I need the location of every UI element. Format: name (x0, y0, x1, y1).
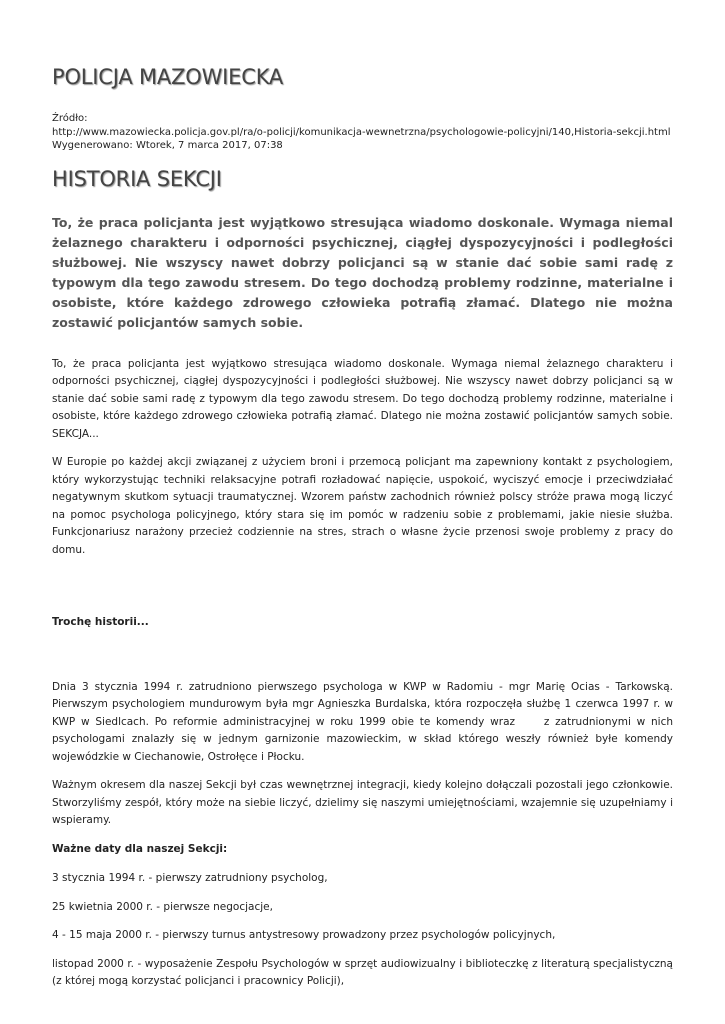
dates-heading: Ważne daty dla naszej Sekcji: (52, 842, 228, 855)
paragraph-intro: To, że praca policjanta jest wyjątkowo stresująca wiadomo doskonale. Wymaga niemal żelaznego charakteru i odporności psychicznej, ciągłej dyspozycyjności i podległości służbowej. Nie wszyscy nawet dobrzy policjanci są w stanie dać sobie sami radę z typowym dla tego zawodu stresem. Do tego dochodzą problemy rodzinne, materialne i osobiste, które każdego zdrowego człowieka potrafią złamać. Dlatego nie można zostawić policjantów samych sobie. SEKCJA... (52, 357, 673, 440)
document-meta (52, 112, 673, 153)
history-heading: Trochę historii... (52, 616, 149, 628)
paragraph-europe: W Europie po każdej akcji związanej z użyciem broni i przemocą policjant ma zapewniony kontakt z psychologiem, który wykorzystując techniki relaksacyjne potrafi rozładować napięcie, uspokoić, wyciszyć emocje i przeciwdziałać negatywnym skutkom sytuacji traumatycznej. Wzorem państw zachodnich również polscy stróże prawa mogą liczyć na pomoc psychologa policyjnego, który stara się im pomóc w radzeniu sobie z problemami, jakie niesie służba. Funkcjonariusz narażony przecież codziennie na stres, strach o własne życie przenosi swoje problemy z pracy do domu. (52, 456, 673, 556)
site-title: POLICJA MAZOWIECKA (52, 65, 284, 89)
source-label: Źródło: (52, 113, 88, 124)
generated-date: Wygenerowano: Wtorek, 7 marca 2017, 07:38 (52, 140, 283, 151)
article-title: HISTORIA SEKCJI (52, 166, 222, 191)
source-url: http://www.mazowiecka.policja.gov.pl/ra/o-policji/komunikacja-wewnetrzna/psychologowie-policyjni/140,Historia-sekcji.html (52, 126, 671, 138)
paragraph-history: Dnia 3 stycznia 1994 r. zatrudniono pierwszego psychologa w KWP w Radomiu - mgr Marię Ocias - Tarkowską. Pierwszym psychologiem mundurowym była mgr Agnieszka Burdalska, która rozpoczęła służbę 1 czerwca 1997 r. w KWP w Siedlcach. Po reformie administracyjnej w roku 1999 obie te komendy wraz z zatrudnionymi w nich psychologami znalazły się w jednym garnizonie mazowieckim, w skład którego weszły również byłe komendy wojewódzkie w Ciechanowie, Ostrołęce i Płocku. (52, 680, 677, 763)
article-lead: To, że praca policjanta jest wyjątkowo stresująca wiadomo doskonale. Wymaga niemal żelaznego charakteru i odporności psychicznej, ciągłej dyspozycyjności i podległości służbowej. Nie wszyscy nawet dobrzy policjanci są w stanie dać sobie sami radę z typowym dla tego zawodu stresem. Do tego dochodzą problemy rodzinne, materialne i osobiste, które każdego zdrowego człowieka potrafią złamać. Dlatego nie można zostawić policjantów samych sobie. (52, 214, 673, 330)
date-item: 4 - 15 maja 2000 r. - pierwszy turnus antystresowy prowadzony przez psychologów policyjnych, (52, 929, 556, 941)
date-item: 25 kwietnia 2000 r. - pierwsze negocjacje, (52, 900, 273, 913)
paragraph-integration: Ważnym okresem dla naszej Sekcji był czas wewnętrznej integracji, kiedy kolejno dołączali pozostali jego członkowie. Stworzyliśmy zespół, który może na siebie liczyć, dzielimy się naszymi umiejętnościami, wzajemnie się uzupełniamy i wspieramy. (52, 779, 673, 826)
date-item: listopad 2000 r. - wyposażenie Zespołu Psychologów w sprzęt audiowizualny i biblioteczkę z literaturą specjalistyczną (z której mogą korzystać policjanci i pracownicy Policji), (52, 957, 673, 987)
date-item: 3 stycznia 1994 r. - pierwszy zatrudniony psycholog, (52, 872, 328, 884)
document-page (52, 62, 677, 991)
